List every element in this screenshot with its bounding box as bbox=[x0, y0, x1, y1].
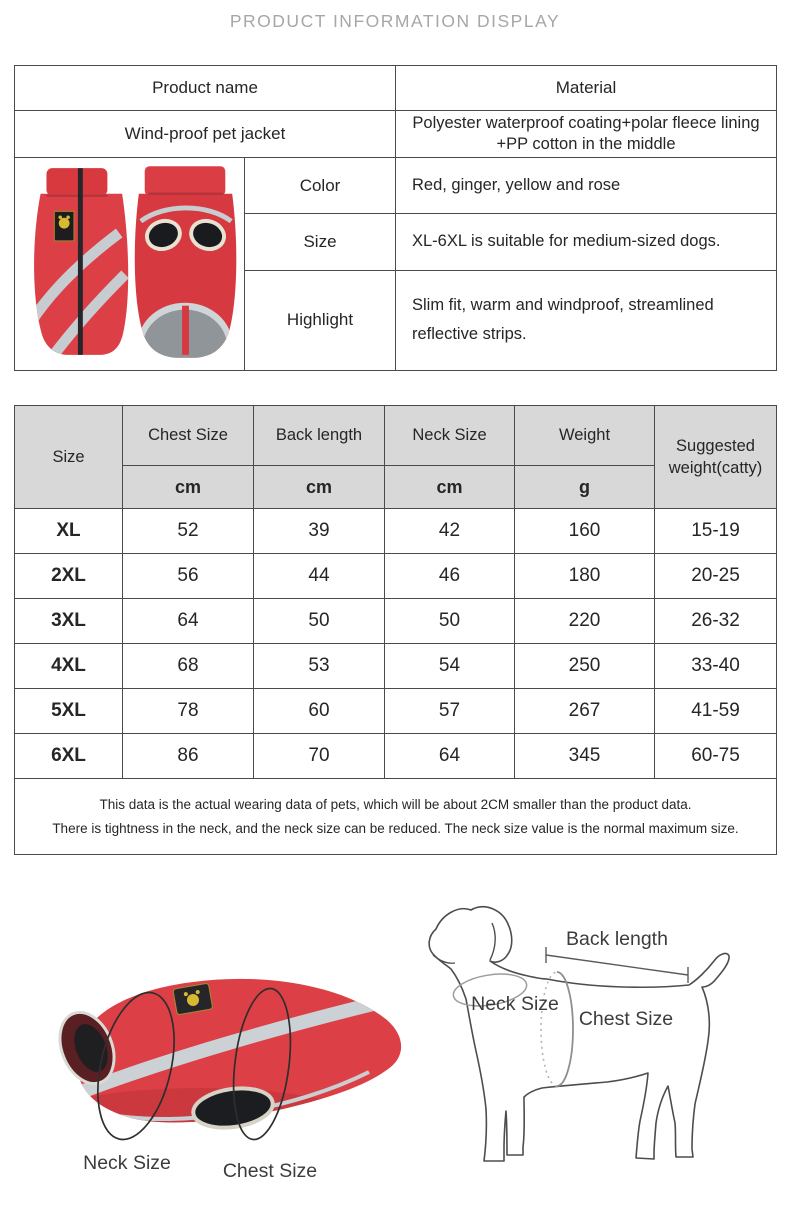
cell-size: XL bbox=[15, 509, 123, 554]
cell-suggested: 33-40 bbox=[655, 644, 777, 689]
cell-size: 6XL bbox=[15, 734, 123, 779]
product-photo-cell bbox=[15, 158, 245, 371]
cell-neck: 50 bbox=[385, 599, 515, 644]
cell-back: 44 bbox=[254, 554, 385, 599]
unit-back: cm bbox=[254, 466, 385, 509]
col-header-size: Size bbox=[15, 406, 123, 509]
cell-size: 4XL bbox=[15, 644, 123, 689]
cell-weight: 160 bbox=[515, 509, 655, 554]
paw-logo-icon bbox=[54, 211, 74, 240]
table-row-5xl bbox=[15, 689, 777, 734]
dog-neck-size-label: Neck Size bbox=[471, 993, 559, 1015]
cell-suggested: 15-19 bbox=[655, 509, 777, 554]
product-info-table bbox=[14, 65, 777, 371]
size-note bbox=[15, 779, 777, 855]
highlight-value: Slim fit, warm and windproof, streamlined reflective strips. bbox=[396, 270, 777, 370]
cell-size: 5XL bbox=[15, 689, 123, 734]
cell-chest: 52 bbox=[123, 509, 254, 554]
product-photo-side-view bbox=[31, 168, 128, 357]
cell-back: 53 bbox=[254, 644, 385, 689]
product-name-value: Wind-proof pet jacket bbox=[15, 111, 396, 158]
back-length-label: Back length bbox=[566, 928, 668, 950]
cell-weight: 180 bbox=[515, 554, 655, 599]
cell-weight: 220 bbox=[515, 599, 655, 644]
col-header-neck: Neck Size bbox=[385, 406, 515, 466]
jacket-measurement-photo bbox=[15, 940, 415, 1155]
cell-chest: 64 bbox=[123, 599, 254, 644]
jacket-neck-size-label: Neck Size bbox=[83, 1152, 171, 1174]
size-note-line2: There is tightness in the neck, and the neck size can be reduced. The neck size value is the normal maximum size. bbox=[52, 820, 739, 836]
cell-neck: 42 bbox=[385, 509, 515, 554]
cell-chest: 68 bbox=[123, 644, 254, 689]
cell-size: 2XL bbox=[15, 554, 123, 599]
cell-chest: 78 bbox=[123, 689, 254, 734]
cell-back: 50 bbox=[254, 599, 385, 644]
table-row-xl bbox=[15, 509, 777, 554]
col-header-suggested: Suggested weight(catty) bbox=[655, 406, 777, 509]
material-value: Polyester waterproof coating+polar fleece lining +PP cotton in the middle bbox=[396, 111, 777, 158]
cell-weight: 345 bbox=[515, 734, 655, 779]
cell-suggested: 41-59 bbox=[655, 689, 777, 734]
cell-back: 60 bbox=[254, 689, 385, 734]
product-name-header: Product name bbox=[15, 66, 396, 111]
size-label: Size bbox=[245, 214, 396, 270]
jacket-chest-size-label: Chest Size bbox=[222, 1160, 318, 1182]
col-header-back: Back length bbox=[254, 406, 385, 466]
col-header-weight: Weight bbox=[515, 406, 655, 466]
unit-weight: g bbox=[515, 466, 655, 509]
cell-neck: 64 bbox=[385, 734, 515, 779]
color-label: Color bbox=[245, 158, 396, 214]
unit-neck: cm bbox=[385, 466, 515, 509]
col-header-chest: Chest Size bbox=[123, 406, 254, 466]
color-value: Red, ginger, yellow and rose bbox=[396, 158, 777, 214]
cell-suggested: 26-32 bbox=[655, 599, 777, 644]
cell-back: 39 bbox=[254, 509, 385, 554]
material-header: Material bbox=[396, 66, 777, 111]
unit-chest: cm bbox=[123, 466, 254, 509]
cell-suggested: 20-25 bbox=[655, 554, 777, 599]
highlight-label: Highlight bbox=[245, 270, 396, 370]
size-chart-table bbox=[14, 405, 777, 855]
cell-back: 70 bbox=[254, 734, 385, 779]
cell-weight: 267 bbox=[515, 689, 655, 734]
dog-chest-size-label: Chest Size bbox=[578, 1008, 674, 1030]
back-length-measure-line bbox=[546, 947, 688, 983]
table-row-6xl bbox=[15, 734, 777, 779]
cell-chest: 86 bbox=[123, 734, 254, 779]
page-title: PRODUCT INFORMATION DISPLAY bbox=[229, 11, 561, 31]
cell-neck: 46 bbox=[385, 554, 515, 599]
product-photo bbox=[17, 160, 242, 363]
table-row-4xl bbox=[15, 644, 777, 689]
cell-weight: 250 bbox=[515, 644, 655, 689]
size-note-line1: This data is the actual wearing data of pets, which will be about 2CM smaller than the product data. bbox=[99, 796, 692, 812]
size-value: XL-6XL is suitable for medium-sized dogs. bbox=[396, 214, 777, 270]
paw-logo-icon bbox=[173, 983, 213, 1015]
cell-suggested: 60-75 bbox=[655, 734, 777, 779]
cell-neck: 54 bbox=[385, 644, 515, 689]
table-row-3xl bbox=[15, 599, 777, 644]
cell-chest: 56 bbox=[123, 554, 254, 599]
cell-size: 3XL bbox=[15, 599, 123, 644]
table-note-row bbox=[15, 779, 777, 855]
cell-neck: 57 bbox=[385, 689, 515, 734]
table-row-2xl bbox=[15, 554, 777, 599]
product-photo-front-view bbox=[135, 166, 237, 363]
